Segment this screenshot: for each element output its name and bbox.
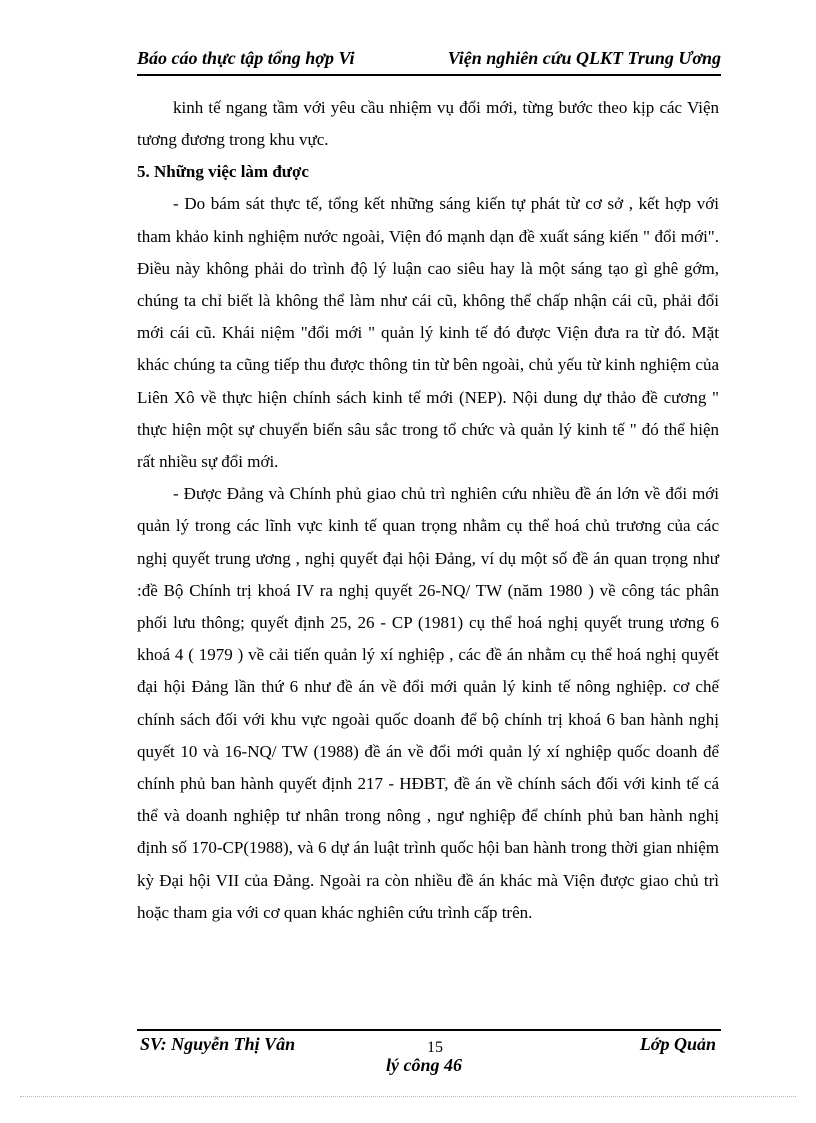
- footer-student-name: SV: Nguyễn Thị Vân: [140, 1034, 296, 1054]
- page-break-edge: [20, 1096, 796, 1097]
- paragraph-continuation: kinh tế ngang tầm với yêu cầu nhiệm vụ đổi mới, từng bước theo kịp các Viện tương đương trong khu vực.: [137, 98, 719, 150]
- footer-class-name: Lớp Quản: [639, 1034, 716, 1054]
- section-heading: 5. Những việc làm được: [137, 162, 309, 182]
- page-number: 15: [427, 1039, 443, 1056]
- header-report-title: Báo cáo thực tập tổng hợp Vi: [137, 48, 355, 68]
- header-institute-name: Viện nghiên cứu QLKT Trung Ương: [447, 48, 721, 68]
- document-body: [137, 92, 719, 929]
- footer-divider: [137, 1029, 721, 1031]
- page-header: [137, 48, 721, 76]
- paragraph-research-projects: - Được Đảng và Chính phủ giao chủ trì nghiên cứu nhiều đề án lớn về đổi mới quản lý trong các lĩnh vực kinh tế quan trọng nhằm cụ thể hoá chủ trương của các nghị quyết trung ương , nghị quyết đại hội Đảng, ví dụ một số đề án quan trọng như :đề Bộ Chính trị khoá IV ra nghị quyết 26-NQ/ TW (năm 1980 ) về công tác phân phối lưu thông; quyết định 25, 26 - CP (1981) cụ thể hoá nghị quyết trung ương 6 khoá 4 ( 1979 ) về cải tiến quản lý xí nghiệp , các đề án nhằm cụ thể hoá nghị quyết đại hội Đảng lần thứ 6 như đề án về đổi mới quản lý kinh tế nông nghiệp. cơ chế chính sách đối với khu vực ngoài quốc doanh để bộ chính trị khoá 6 ban hành nghị quyết 10 và 16-NQ/ TW (1988) đề án về đổi mới quản lý xí nghiệp quốc doanh để chính phủ ban hành quyết định 217 - HĐBT, đề án về chính sách đối với kinh tế cá thể và doanh nghiệp tư nhân trong nông , ngư nghiệp để chính phủ ban hành nghị định số 170-CP(1988), và 6 dự án luật trình quốc hội ban hành trong thời gian nhiệm kỳ Đại hội VII của Đảng. Ngoài ra còn nhiều đề án khác mà Viện được giao chủ trì hoặc tham gia với cơ quan khác nghiên cứu trình cấp trên.: [137, 484, 719, 922]
- footer-class-name-continued: lý công 46: [386, 1055, 462, 1075]
- paragraph-innovation-initiative: - Do bám sát thực tế, tổng kết những sáng kiến tự phát từ cơ sở , kết hợp với tham khảo kinh nghiệm nước ngoài, Viện đó mạnh dạn đề xuất sáng kiến " đổi mới". Điều này không phải do trình độ lý luận cao siêu hay là một sáng tạo gì ghê gớm, chúng ta chỉ biết là không thể làm như cái cũ, không thể chấp nhận cái cũ, phải đổi mới cái cũ. Khái niệm "đổi mới " quản lý kinh tế đó được Viện đưa ra từ đó. Mặt khác chúng ta cũng tiếp thu được thông tin từ bên ngoài, chủ yếu từ kinh nghiệm của Liên Xô về thực hiện chính sách kinh tế mới (NEP). Nội dung dự thảo đề cương " thực hiện một sự chuyển biến sâu sắc trong tổ chức và quản lý kinh tế " đó thể hiện rất nhiều sự đổi mới.: [137, 194, 719, 472]
